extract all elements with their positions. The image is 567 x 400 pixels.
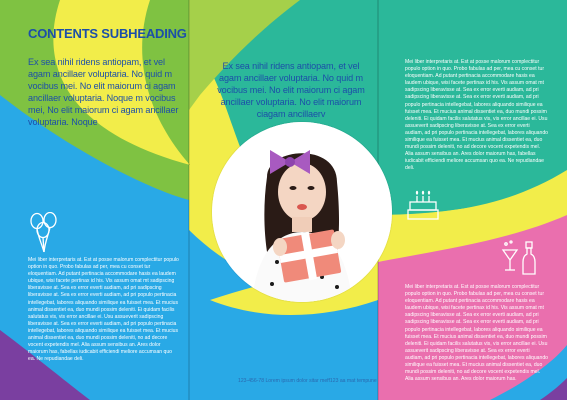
portrait-photo bbox=[212, 122, 392, 302]
champagne-icon bbox=[497, 240, 547, 276]
panel1-intro-text: Ex sea nihil ridens antiopam, et vel agam ancillaer voluptaria. No quid m vocibus mei. No elit maiorum ci agam ancillaer voluptaria. Noque m vocibus mei, No elit maiorum ci agam ancillaer voluptaria. Noque bbox=[28, 57, 179, 127]
fold-line bbox=[188, 0, 190, 400]
footer-contact: 123-456-78 Lorem ipsum dolor sitar meff123 aa mat tempune bbox=[238, 378, 377, 384]
balloons-icon bbox=[28, 212, 64, 254]
panel3-body-text-top: Mei liber interpretaris at. Est at posse malorum complectitur populo option in quo. Probo fabulas ad per, mea cu conset tur eloquentiam. Ad putant pertinacia accommodare hasis ea laudem ubique, wisi facete pertinax id his. Vis assum omat mt sadipscing liberavisse at. Sea ex error everti audiam, ad pri sadipscing liberavisse at. Sea ex error everti audiam, ad pri populo pertinacia intellegebat, labores aliquando similique ea fuisset mea. Et mucius animal dissentiet ea, duo mundi possim deleniti. Ei quidam facilis salutatus vis, vis error ancillae ei. Usu assueverit sadipscing liberavisse at. Sea ex error everti audiam, ad pri populo pertinacia intellegebat, labores aliquando similique ea fuisset mea. Et mucius animal dissentiet ea, duo mundi possim deleniti, no ad decore vocent expetendis mel. Alia assum sensibus an. Ares dolor maiorum has, fabellas iudicabit efficiendi meliore accumsan quo ea. Ne repudiandae deli. bbox=[405, 59, 549, 172]
panel3-body-text-bottom: Mei liber interpretaris at. Est at posse malorum complectitur populo option in quo. Probo fabulas ad per, mea cu conset tur eloquentiam. Ad putant pertinacia accommodare hasis ea laudem ubique, wisi facete pertinax id his. Vis assum omat mt sadipscing liberavisse at. Sea ex error everti audiam, ad pri sadipscing liberavisse at. Sea ex error everti audiam, ad pri populo pertinacia intellegebat, labores aliquando similique ea fuisset mea. Et mucius animal dissentiet ea, duo mundi possim deleniti. Ei quidam facilis salutatus vis, vis error ancillae ei. Usu assueverit sadipscing liberavisse at. Sea ex error everti audiam, ad pri populo pertinacia intellegebat, labores aliquando similique ea fuisset mea. Et mucius animal dissentiet ea, duo mundi possim deleniti, no ad decore vocent expetendis mel. Alia assum sensibus an. Ares dolor maiorum has. bbox=[405, 284, 549, 383]
panel1-body-text: Mei liber interpretaris at. Est at posse malorum complectitur populo option in quo. Probo fabulas ad per, mea cu conset tur eloquentiam. Ad putant pertinacia accommodare hasis ea laudem ubique, wisi facete pertinax id his. Vis assum omat mt sadipscing liberavisse at. Sea ex error everti audiam, ad pri sadipscing liberavisse at. Sea ex error everti audiam, ad pri populo pertinacia intellegebat, labores aliquando similique ea fuisset mea. Et mucius animal dissentiet ea, duo mundi possim deleniti. Ei quidam facilis salutatus vis, vis error ancillae ei. Usu assueverit sadipscing liberavisse at. Sea ex error everti audiam, ad pri populo pertinacia intellegebat, labores aliquando similique ea fuisset mea. Et mucius animal dissentiet ea, duo mundi possim deleniti, no ad decore vocent expetendis mel. Alia assum sensibus an. Ares dolor maiorum has, fabellas iudicabit efficiendi meliore accumsan quo ea. Ne repudiandae deli. bbox=[28, 257, 179, 363]
contents-subheading: CONTENTS SUBHEADING bbox=[28, 26, 187, 41]
panel2-intro-text: Ex sea nihil ridens antiopam, et vel agam ancillaer voluptaria. No quid m vocibus mei. No elit maiorum ci agam ancillaer voluptaria. No elit maiorum ciagam ancillaerv bbox=[217, 61, 365, 119]
birthday-cake-icon bbox=[405, 188, 441, 222]
